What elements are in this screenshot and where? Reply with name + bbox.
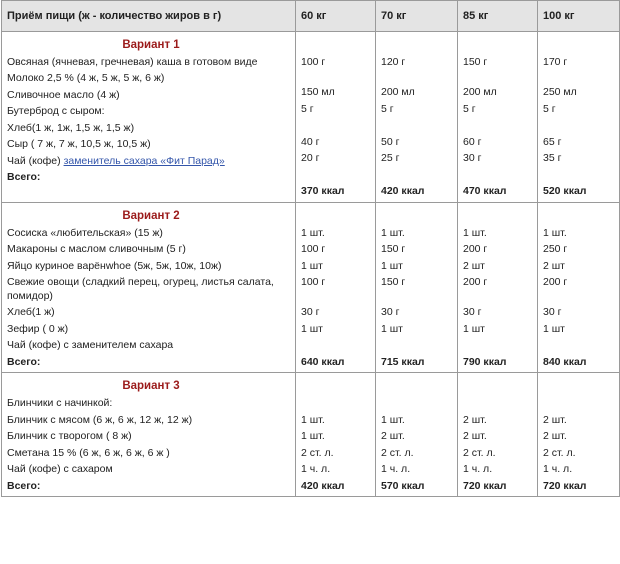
total-value: 520 ккал xyxy=(543,185,587,197)
header-row xyxy=(2,1,620,32)
cell-value: 35 г xyxy=(543,152,562,164)
cell-value: 40 г xyxy=(301,135,320,148)
cell-value: 250 мл xyxy=(543,86,577,98)
cell-value: 2 шт. xyxy=(463,430,487,442)
variant-2-70kg xyxy=(376,202,458,373)
variant-2-foods xyxy=(2,202,296,373)
total-value: 715 ккал xyxy=(381,355,425,368)
cell-value: 100 г xyxy=(301,56,326,68)
header-70kg: 70 кг xyxy=(376,1,458,32)
cell-value: 5 г xyxy=(463,102,476,115)
cell-value: 150 г xyxy=(463,56,488,68)
variant-1-85kg xyxy=(458,32,538,203)
list-item: Блинчик с мясом (6 ж, 6 ж, 12 ж, 12 ж) xyxy=(7,413,193,426)
total-value: 420 ккал xyxy=(381,185,425,197)
cell-value: 150 г xyxy=(381,243,406,255)
variant-2-title: Вариант 2 xyxy=(122,209,180,222)
cell-value: 30 г xyxy=(543,306,562,318)
list-item: Бутерброд с сыром: xyxy=(7,105,105,117)
cell-value: 2 шт. xyxy=(381,430,405,442)
total-value: 840 ккал xyxy=(543,355,587,368)
cell-value: 2 ст. л. xyxy=(463,446,496,459)
variant-1-70kg xyxy=(376,32,458,203)
cell-value: 1 ч. л. xyxy=(543,463,573,475)
total-value: 720 ккал xyxy=(463,479,507,492)
cell-value: 5 г xyxy=(301,102,314,115)
total-value: 640 ккал xyxy=(301,355,345,368)
cell-value: 150 г xyxy=(381,276,406,288)
list-item: Чай (кофе) с заменителем сахара xyxy=(7,339,174,351)
list-item: Хлеб(1 ж, 1ж, 1,5 ж, 1,5 ж) xyxy=(7,121,135,134)
total-label: Всего: xyxy=(7,355,41,368)
total-label: Всего: xyxy=(7,479,41,492)
cell-value: 30 г xyxy=(463,152,482,164)
variant-3-row xyxy=(2,373,620,497)
list-item: Яйцо куриное варёнwhoе (5ж, 5ж, 10ж, 10ж) xyxy=(7,259,222,272)
tea-line xyxy=(7,153,295,170)
header-60kg: 60 кг xyxy=(296,1,376,32)
cell-value: 200 г xyxy=(463,243,488,255)
variant-1-foods xyxy=(2,32,296,203)
cell-value: 5 г xyxy=(543,102,556,115)
cell-value: 1 шт xyxy=(301,259,323,272)
cell-value: 200 г xyxy=(543,276,568,288)
list-item: Блинчик с творогом ( 8 ж) xyxy=(7,430,132,442)
variant-2-60kg xyxy=(296,202,376,373)
cell-value: 100 г xyxy=(301,243,326,255)
nutrition-table xyxy=(1,0,620,497)
variant-1-title: Вариант 1 xyxy=(122,39,180,51)
cell-value: 1 шт. xyxy=(381,413,405,426)
cell-value: 25 г xyxy=(381,152,400,164)
list-item: Овсяная (ячневая, гречневая) каша в готовом виде xyxy=(7,56,258,68)
cell-value: 2 шт. xyxy=(543,413,567,426)
cell-value xyxy=(301,117,375,134)
list-item: Зефир ( 0 ж) xyxy=(7,322,69,335)
list-item: Чай (кофе) с сахаром xyxy=(7,463,113,475)
cell-value: 1 шт. xyxy=(301,413,325,426)
cell-value: 1 ч. л. xyxy=(381,463,411,475)
cell-value: 20 г xyxy=(301,152,320,164)
cell-value: 200 мл xyxy=(463,86,497,98)
cell-value: 2 ст. л. xyxy=(301,446,334,459)
cell-value: 2 ст. л. xyxy=(381,446,414,459)
cell-value xyxy=(543,117,619,134)
cell-value: 200 г xyxy=(463,276,488,288)
list-item: Сыр ( 7 ж, 7 ж, 10,5 ж, 10,5 ж) xyxy=(7,138,151,150)
cell-value: 150 мл xyxy=(301,86,335,98)
cell-value: 1 шт xyxy=(543,322,565,335)
list-item: Сосиска «любительская» (15 ж) xyxy=(7,226,163,239)
header-food: Приём пищи (ж - количество жиров в г) xyxy=(2,1,296,32)
total-value: 470 ккал xyxy=(463,185,507,197)
cell-value: 170 г xyxy=(543,56,568,68)
variant-2-85kg xyxy=(458,202,538,373)
variant-1-60kg xyxy=(296,32,376,203)
variant-1-row xyxy=(2,32,620,203)
variant-2-row xyxy=(2,202,620,373)
tea-prefix: Чай (кофе) xyxy=(7,154,64,167)
cell-value: 1 шт xyxy=(301,322,323,335)
cell-value: 100 г xyxy=(301,276,326,288)
cell-value: 200 мл xyxy=(381,86,415,98)
variant-3-70kg xyxy=(376,373,458,497)
variant-3-title: Вариант 3 xyxy=(122,380,180,392)
variant-1-100kg xyxy=(538,32,620,203)
cell-value: 2 шт xyxy=(463,259,485,272)
sweetener-link[interactable]: заменитель сахара «Фит Парад» xyxy=(63,154,225,167)
variant-2-100kg xyxy=(538,202,620,373)
total-value: 370 ккал xyxy=(301,185,345,197)
cell-value: 250 г xyxy=(543,243,568,255)
cell-value: 2 шт. xyxy=(543,430,567,442)
cell-value: 2 шт xyxy=(543,259,565,272)
cell-value: 120 г xyxy=(381,56,406,68)
header-100kg: 100 кг xyxy=(538,1,620,32)
total-label: Всего: xyxy=(7,171,41,183)
cell-value: 50 г xyxy=(381,135,400,148)
cell-value: 1 шт. xyxy=(463,226,487,239)
list-item: Молоко 2,5 % (4 ж, 5 ж, 5 ж, 6 ж) xyxy=(7,72,165,84)
list-item: Блинчики с начинкой: xyxy=(7,397,113,409)
cell-value: 2 ст. л. xyxy=(543,446,576,459)
variant-3-60kg xyxy=(296,373,376,497)
cell-value: 1 шт. xyxy=(381,226,405,239)
cell-value: 2 шт. xyxy=(463,413,487,426)
total-value: 420 ккал xyxy=(301,479,345,492)
cell-value xyxy=(381,117,457,134)
cell-value: 1 ч. л. xyxy=(301,463,331,475)
cell-value: 1 шт. xyxy=(543,226,567,239)
cell-value: 30 г xyxy=(463,306,482,318)
variant-3-foods xyxy=(2,373,296,497)
cell-value: 1 шт. xyxy=(301,430,325,442)
cell-value: 1 шт xyxy=(463,322,485,335)
total-value: 570 ккал xyxy=(381,479,425,492)
cell-value: 30 г xyxy=(301,306,320,318)
cell-value: 1 шт xyxy=(381,322,403,335)
cell-value: 60 г xyxy=(463,135,482,148)
cell-value: 1 шт. xyxy=(301,226,325,239)
cell-value: 65 г xyxy=(543,135,562,148)
list-item: Хлеб(1 ж) xyxy=(7,306,55,318)
cell-value: 5 г xyxy=(381,102,394,115)
total-value: 720 ккал xyxy=(543,479,587,492)
header-85kg: 85 кг xyxy=(458,1,538,32)
cell-value xyxy=(463,117,537,134)
list-item: Сливочное масло (4 ж) xyxy=(7,88,120,101)
cell-value: 1 ч. л. xyxy=(463,463,493,475)
variant-3-85kg xyxy=(458,373,538,497)
cell-value: 30 г xyxy=(381,306,400,318)
list-item: Макароны с маслом сливочным (5 г) xyxy=(7,243,186,255)
cell-value: 1 шт xyxy=(381,259,403,272)
total-value: 790 ккал xyxy=(463,355,507,368)
list-item: Сметана 15 % (6 ж, 6 ж, 6 ж, 6 ж ) xyxy=(7,446,170,459)
variant-3-100kg xyxy=(538,373,620,497)
list-item: Свежие овощи (сладкий перец, огурец, листья салата, помидор) xyxy=(7,276,274,302)
